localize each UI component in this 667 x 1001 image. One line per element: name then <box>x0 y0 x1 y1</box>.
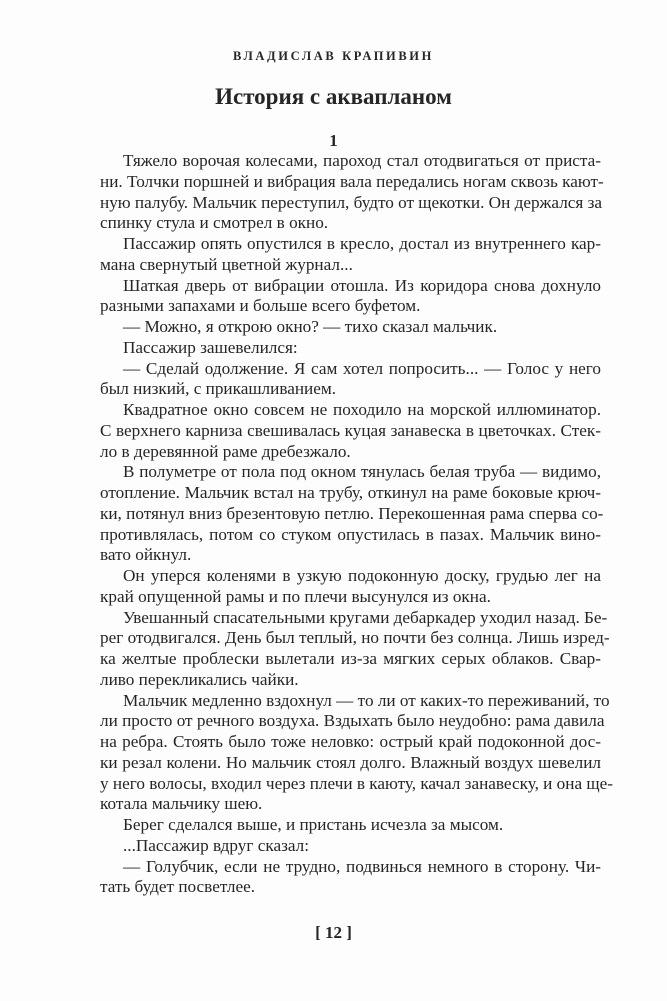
text-line: разными запахами и больше всего буфетом. <box>100 296 421 316</box>
text-line: Пассажир опять опустился в кресло, достал из внутреннего кар- <box>123 234 601 253</box>
text-line: Увешанный спасательными кругами дебаркадер уходил назад. Бе- <box>123 607 608 627</box>
text-line: ки, потянул вниз брезентовую петлю. Перекошенная рама сперва со- <box>100 503 604 523</box>
text-line: ка желтые проблески вылетали из-за мягких серых облаков. Свар- <box>100 649 601 668</box>
text-line: — Голубчик, если не трудно, подвинься немного в сторону. Чи- <box>123 856 601 876</box>
text-line: мана свернутый цветной журнал... <box>100 254 353 274</box>
text-line: отопление. Мальчик встал на трубу, откинул на раме боковые крюч- <box>100 483 601 502</box>
text-line: Шаткая дверь от вибрации отошла. Из коридора снова дохнуло <box>123 275 601 295</box>
text-line: спинку стула и смотрел в окно. <box>100 213 329 233</box>
text-line: ливо перекликались чайки. <box>100 669 299 689</box>
text-line: на ребра. Стоять было тоже неловко: острый край подоконной дос- <box>100 732 601 751</box>
text-line: был низкий, с прикашливанием. <box>100 379 337 399</box>
text-line: тать будет посветлее. <box>100 877 256 897</box>
text-line: С верхнего карниза свешивалась куцая занавеска в цветочках. Стек- <box>100 420 601 440</box>
text-line: ни. Толчки поршней и вибрация вала передались ногам сквозь кают- <box>100 171 604 191</box>
text-line: — Можно, я открою окно? — тихо сказал мальчик. <box>123 317 498 336</box>
text-line: Мальчик медленно вздохнул — то ли от каких-то переживаний, то <box>123 690 610 710</box>
text-line: — Сделай одолжение. Я сам хотел попросить... — Голос у него <box>123 358 601 378</box>
text-line: вато ойкнул. <box>100 545 192 565</box>
text-line: В полуметре от пола под окном тянулась белая труба — видимо, <box>123 462 601 482</box>
chapter-title: История с аквапланом <box>215 84 452 109</box>
section-number: 1 <box>329 131 338 150</box>
text-line: котала мальчику шею. <box>100 794 263 814</box>
running-head-author: ВЛАДИСЛАВ КРАПИВИН <box>233 49 434 63</box>
page-number: [ 12 ] <box>315 923 352 942</box>
text-line: Тяжело ворочая колесами, пароход стал отодвигаться от приста- <box>123 151 601 170</box>
text-line: Квадратное окно совсем не походило на морской иллюминатор. <box>123 400 601 419</box>
text-line: противлялась, потом со стуком опустилась в пазах. Мальчик вино- <box>100 524 601 544</box>
text-line: рег отодвигался. День был теплый, но почти без солнца. Лишь изред- <box>100 628 610 648</box>
body-text <box>100 151 613 898</box>
text-line: у него волосы, входил через плечи в каюту, качал занавеску, и она ще- <box>100 773 613 793</box>
text-line: край опущенной рамы и по плечи высунулся из окна. <box>100 586 491 606</box>
text-line: ки резал колени. Но мальчик стоял долго. Влажный воздух шевелил <box>100 752 601 772</box>
text-line: ли просто от речного воздуха. Вздыхать было неудобно: рама давила <box>100 711 605 731</box>
text-line: ...Пассажир вдруг сказал: <box>123 835 309 855</box>
text-line: Он уперся коленями в узкую подоконную доску, грудью лег на <box>123 566 601 585</box>
text-line: ную палубу. Мальчик переступил, будто от щекотки. Он держался за <box>100 192 603 212</box>
text-line: Берег сделался выше, и пристань исчезла за мысом. <box>123 815 504 834</box>
text-line: Пассажир зашевелился: <box>123 337 298 357</box>
text-line: ло в деревянной раме дребезжало. <box>100 441 351 461</box>
